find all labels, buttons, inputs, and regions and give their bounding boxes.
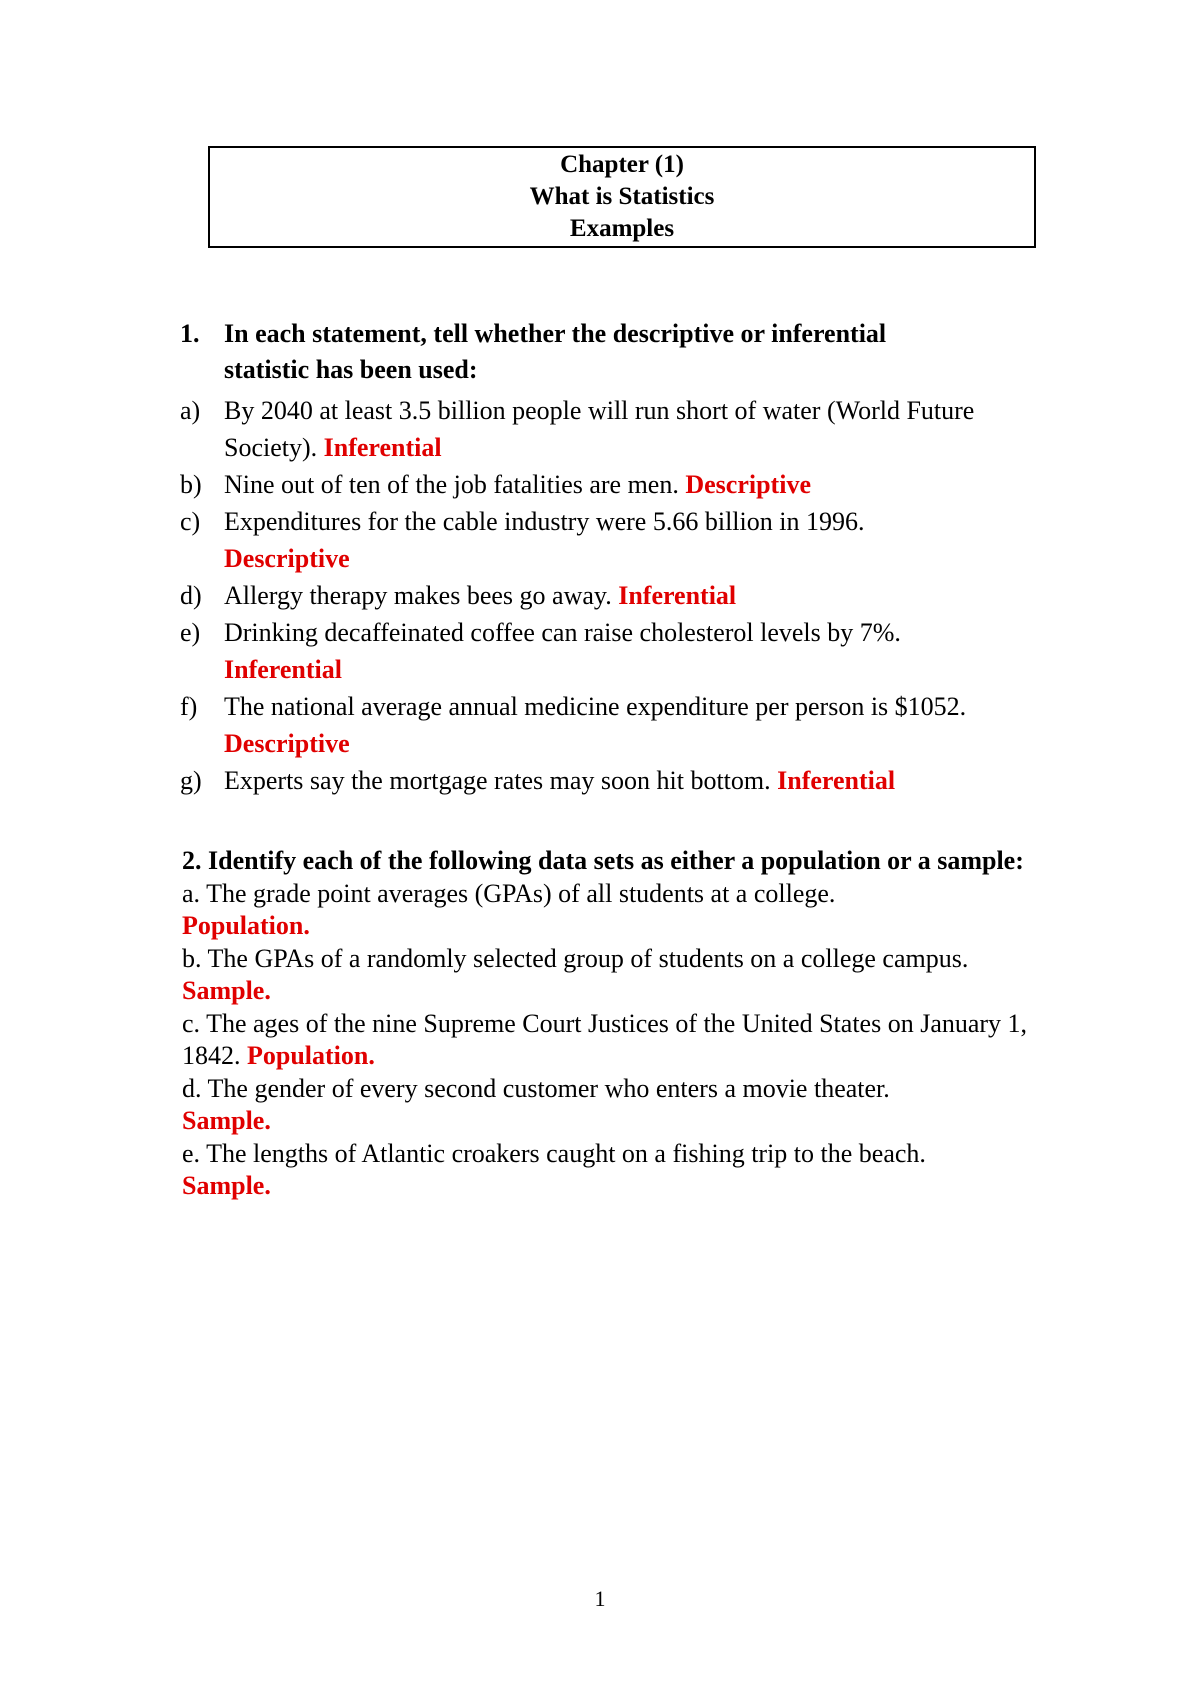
chapter-label: Chapter (1) — [560, 151, 684, 178]
item-answer: Sample. — [182, 1106, 271, 1135]
question-2-heading: 2. Identify each of the following data sets as either a population or a sample: — [182, 846, 1024, 875]
chapter-title: What is Statistics — [529, 183, 715, 210]
question-1-prompt — [224, 316, 1040, 388]
list-item — [182, 943, 1042, 1008]
item-body — [224, 503, 1040, 577]
item-text: e. The lengths of Atlantic croakers caught on a fishing trip to the beach. — [182, 1138, 926, 1168]
list-item — [180, 466, 1040, 503]
item-text: Expenditures for the cable industry were 5.66 billion in 1996. — [224, 507, 865, 536]
item-body — [224, 614, 1040, 688]
question-1-heading — [180, 316, 1040, 388]
list-item — [180, 614, 1040, 688]
chapter-title-box — [208, 146, 1036, 248]
item-answer: Inferential — [224, 655, 342, 684]
list-item — [180, 392, 1040, 466]
item-text: Nine out of ten of the job fatalities are men. — [224, 470, 686, 499]
list-item — [182, 1008, 1042, 1073]
item-letter: d) — [180, 581, 202, 610]
item-text: The national average annual medicine expenditure per person is $1052. — [224, 692, 967, 721]
item-answer: Sample. — [182, 976, 271, 1005]
list-item — [180, 503, 1040, 577]
list-item — [180, 577, 1040, 614]
item-text: By 2040 at least 3.5 billion people will run short of water (World Future Society). — [224, 396, 975, 462]
item-body — [224, 392, 1040, 466]
item-letter: g) — [180, 766, 202, 795]
question-1-number: 1. — [180, 319, 200, 348]
item-answer: Descriptive — [224, 729, 350, 758]
list-item — [180, 688, 1040, 762]
question-2 — [182, 845, 1042, 1203]
item-answer: Population. — [182, 911, 310, 940]
page-number: 1 — [594, 1586, 606, 1611]
item-text: b. The GPAs of a randomly selected group of students on a college campus. — [182, 943, 969, 973]
item-text: Drinking decaffeinated coffee can raise cholesterol levels by 7%. — [224, 618, 901, 647]
item-letter: f) — [180, 692, 198, 721]
item-answer: Inferential — [777, 766, 896, 795]
item-text: Experts say the mortgage rates may soon hit bottom. — [224, 766, 778, 795]
item-letter: b) — [180, 470, 202, 499]
item-text: a. The grade point averages (GPAs) of all students at a college. — [182, 878, 836, 908]
item-letter: c) — [180, 507, 201, 536]
item-answer: Population. — [247, 1041, 375, 1070]
item-answer: Descriptive — [224, 544, 350, 573]
question-1-items — [180, 392, 1040, 799]
item-body — [224, 762, 1040, 799]
item-text: c. The ages of the nine Supreme Court Justices of the United States on January 1, 1842. — [182, 1008, 1028, 1070]
list-item — [180, 762, 1040, 799]
item-answer: Sample. — [182, 1171, 271, 1200]
item-letter: e) — [180, 618, 201, 647]
chapter-subtitle: Examples — [569, 215, 675, 242]
item-body — [224, 577, 1040, 614]
question-1-prompt-line2: statistic has been used: — [224, 355, 478, 384]
question-1-prompt-line1: In each statement, tell whether the descriptive or inferential — [224, 319, 887, 348]
item-text: d. The gender of every second customer who enters a movie theater. — [182, 1073, 890, 1103]
item-answer: Inferential — [323, 433, 442, 462]
item-answer: Descriptive — [685, 470, 811, 499]
item-text: Allergy therapy makes bees go away. — [224, 581, 619, 610]
question-1 — [180, 316, 1040, 799]
list-item — [182, 1138, 1042, 1203]
item-body — [224, 466, 1040, 503]
list-item — [182, 1073, 1042, 1138]
list-item — [182, 878, 1042, 943]
item-body — [224, 688, 1040, 762]
item-answer: Inferential — [618, 581, 737, 610]
item-letter: a) — [180, 396, 201, 425]
